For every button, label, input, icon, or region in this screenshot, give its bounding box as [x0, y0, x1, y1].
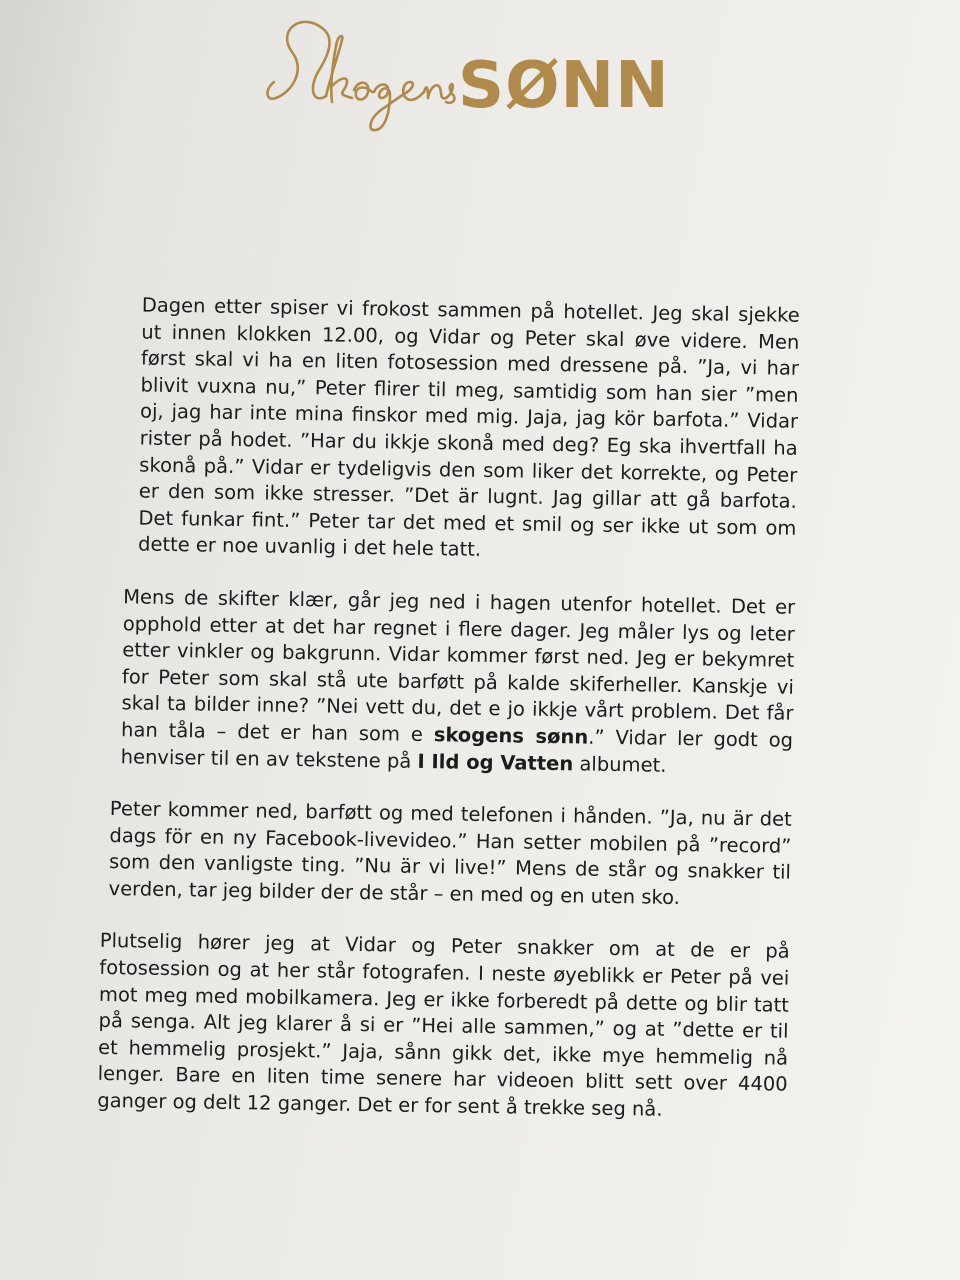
paragraph-2 [120, 584, 795, 781]
paragraph-2-text-c: .” Vidar ler godt og henviser til en av tekstene på [120, 725, 794, 773]
paragraph-3: Peter kommer ned, barføtt og med telefonen i hånden. ”Ja, nu är det dags för en ny Facebook-livevideo.” Han setter mobilen på ”record” som den vanligste ting. ”Nu är vi live!” Mens de står og snakker til verden, tar jeg bilder der de står – en med og en uten sko. [108, 797, 792, 909]
bold-skogens-sonn: skogens sønn [433, 723, 589, 749]
paragraph-4: Plutselig hører jeg at Vidar og Peter snakker om at de er på fotosession og at her står fotografen. I neste øyeblikk er Peter på vei mot meg med mobilkamera. Jeg er ikke forberedt på dette og blir tatt på senga. Alt jeg klarer å si er ”Hei alle sammen,” og at ”dette er til et hemmelig prosjekt.” Jaja, sånn gikk det, ikke mye hemmelig nå lenger. Bare en liten time senere har videoen blitt sett over 4400 ganger og delt 12 ganger. Det er for sent å trekke seg nå. [97, 929, 790, 1121]
title-bold-text: SØNN [458, 49, 670, 123]
bold-album-title: I Ild og Vatten [417, 749, 574, 775]
article-body [97, 292, 800, 1151]
paragraph-1: Dagen etter spiser vi frokost sammen på hotellet. Jeg skal sjekke ut innen klokken 12.00, og Vidar og Peter skal øve videre. Men først skal vi ha en liten fotosession med dressene på. ”Ja, vi har blivit vuxna nu,” Peter flirer til meg, samtidig som han sier ”men oj, jag har inte mina finskor med mig. Jaja, jag kör barfota.” Vidar rister på hodet. ”Har du ikkje skonå med deg? Eg ska ihvertfall ha skonå på.” Vidar er tydeligvis den som liker det korrekte, og Peter er den som ikke stresser. ”Det är lugnt. Jag gillar att gå barfota. Det funkar fint.” Peter tar det med et smil og ser ikke ut som om dette er noe uvanlig i det hele tatt. [137, 293, 800, 562]
paragraph-2-text-d: albumet. [573, 751, 667, 777]
title-script-text [262, 142, 263, 143]
page-title [262, 12, 702, 142]
paragraph-2-text-a: Mens de skifter klær, går jeg ned i hagen utenfor hotellet. Det er opphold etter at det har regnet i flere dager. Jeg måler lys og leter etter vinkler og bakgrunn. Vidar kommer først ned. Jeg er bekymret for Peter som skal stå ute barføtt på kalde skiferheller. Kanskje vi skal ta bilder inne? ”Nei vett du, det e jo ikkje vårt problem. Det får han tåla – det er han som e [120, 585, 796, 747]
